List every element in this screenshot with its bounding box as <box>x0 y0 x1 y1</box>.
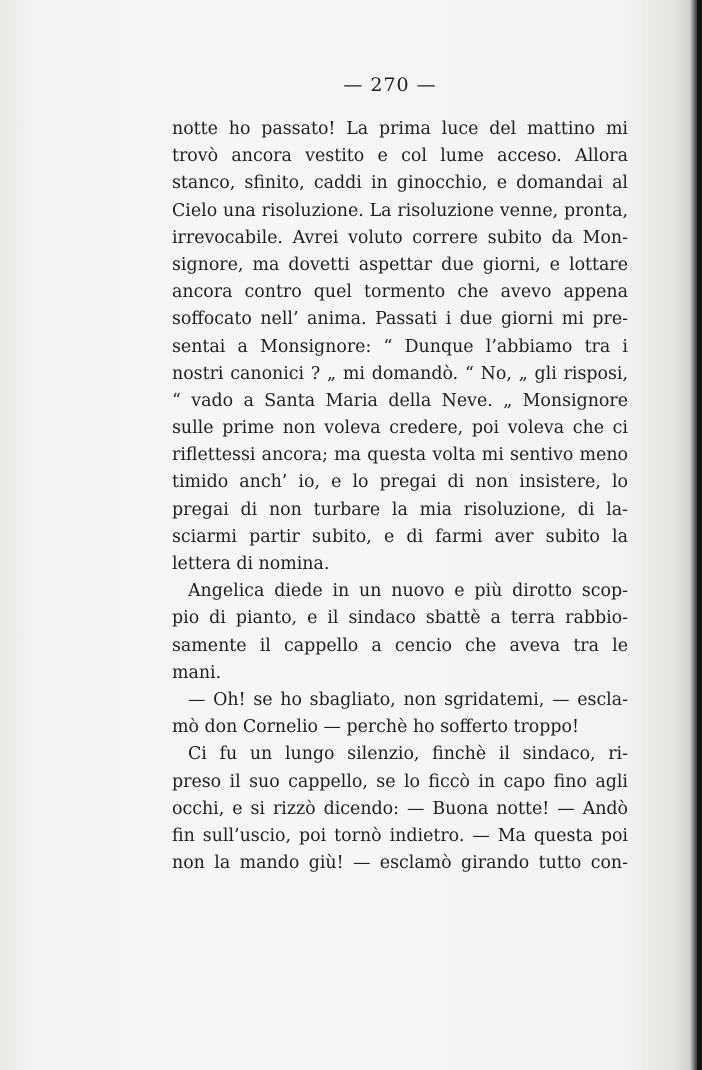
text-line: sulle prime non voleva credere, poi voleva che ci <box>172 418 628 439</box>
text-line: fin sull’uscio, poi tornò indietro. — Ma questa poi <box>172 825 628 846</box>
page-number <box>0 74 702 96</box>
book-spine-edge <box>697 0 702 1070</box>
text-line: nostri canonici ? „ mi domandò. “ No, „ gli risposi, <box>172 363 628 384</box>
text-line: pregai di non turbare la mia risoluzione, di la- <box>172 499 628 520</box>
text-line: ancora contro quel tormento che avevo appena <box>172 282 628 303</box>
text-line: Cielo una risoluzione. La risoluzione venne, pronta, <box>172 200 628 221</box>
text-line: sentai a Monsignore: “ Dunque l’abbiamo tra i <box>172 336 628 357</box>
text-line: notte ho passato! La prima luce del mattino mi <box>172 119 628 139</box>
text-line: soffocato nell’ anima. Passati i due giorni mi pre- <box>172 309 628 330</box>
text-line: Ci fu un lungo silenzio, finchè il sindaco, ri- <box>188 744 628 765</box>
text-line: irrevocabile. Avrei voluto correre subito da Mon- <box>172 227 628 248</box>
text-line: sciarmi partir subito, e di farmi aver subito la <box>172 526 628 547</box>
text-line: pio di pianto, e il sindaco sbattè a terra rabbio- <box>172 608 628 629</box>
text-line: samente il cappello a cencio che aveva tra le <box>172 635 628 656</box>
text-line: occhi, e si rizzò dicendo: — Buona notte! — Andò <box>172 798 628 819</box>
text-line: mò don Cornelio — perchè ho sofferto troppo! <box>172 717 579 738</box>
text-line: preso il suo cappello, se lo ficcò in capo fino agli <box>172 771 628 792</box>
text-line: signore, ma dovetti aspettar due giorni, e lottare <box>172 254 628 275</box>
text-line: lettera di nomina. <box>172 554 330 574</box>
text-line: timido anch’ io, e lo pregai di non insistere, lo <box>172 472 628 493</box>
text-line: stanco, sfinito, caddi in ginocchio, e domandai al <box>172 173 628 194</box>
text-line: “ vado a Santa Maria della Neve. „ Monsignore <box>172 390 628 411</box>
text-line: mani. <box>172 662 222 683</box>
text-line: trovò ancora vestito e col lume acceso. Allora <box>172 146 628 167</box>
body-text <box>172 116 628 877</box>
page-number-text: — 270 — <box>343 74 437 96</box>
text-line: Angelica diede in un nuovo e più dirotto scop- <box>188 581 628 602</box>
text-line: riflettessi ancora; ma questa volta mi sentivo meno <box>172 445 628 466</box>
text-line: — Oh! se ho sbagliato, non sgridatemi, — escla- <box>188 689 628 710</box>
text-line: non la mando giù! — esclamò girando tutto con- <box>172 853 628 874</box>
